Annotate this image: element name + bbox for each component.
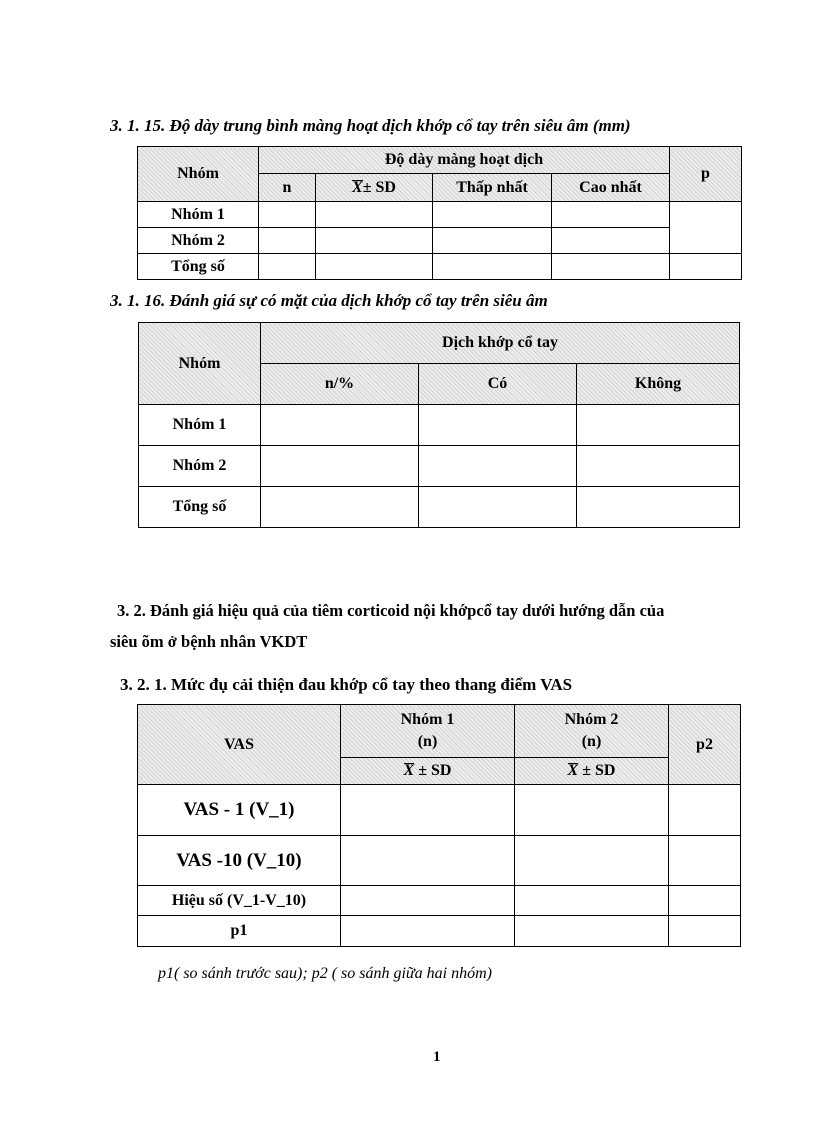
table-row [138, 836, 741, 886]
cell [552, 254, 670, 280]
col-header-thickness: Độ dày màng hoạt dịch [259, 147, 670, 174]
cell [669, 916, 741, 947]
xbar-symbol: X [567, 762, 579, 779]
row-label: Nhóm 1 [138, 202, 259, 228]
cell [515, 836, 669, 886]
heading-3-2-line1: 3. 2. Đánh giá hiệu quả của tiêm corticoid nội khớpcổ tay dưới hướng dẫn của [117, 601, 665, 620]
group2-n: (n) [581, 733, 602, 750]
col-header-vas: VAS [138, 705, 341, 785]
cell [259, 202, 316, 228]
group2-label: Nhóm 2 [564, 711, 619, 728]
cell [577, 446, 740, 487]
cell [669, 836, 741, 886]
col-header-group1 [341, 705, 515, 758]
cell [259, 254, 316, 280]
table-3-2-1 [137, 704, 741, 947]
col-header-yes: Có [419, 364, 577, 405]
col-header-fluid: Dịch khớp cổ tay [261, 323, 740, 364]
row-label: VAS - 1 (V_1) [138, 785, 341, 836]
table-3-1-16 [138, 322, 740, 528]
cell [515, 886, 669, 916]
col-header-group: Nhóm [138, 147, 259, 202]
col-header-mean-sd [316, 174, 433, 202]
row-label: VAS -10 (V_10) [138, 836, 341, 886]
cell [341, 886, 515, 916]
col-header-p: p [670, 147, 742, 202]
cell [669, 886, 741, 916]
cell [419, 487, 577, 528]
row-label: Hiệu số (V_1-V_10) [138, 886, 341, 916]
table-note: p1( so sánh trước sau); p2 ( so sánh giữa hai nhóm) [158, 965, 492, 982]
heading-3-2-line2: siêu õm ở bệnh nhân VKDT [110, 632, 308, 651]
cell [433, 254, 552, 280]
group1-label: Nhóm 1 [400, 711, 455, 728]
cell [577, 405, 740, 446]
heading-3-1-16: 3. 1. 16. Đánh giá sự có mặt của dịch khớp cổ tay trên siêu âm [110, 291, 548, 310]
cell [261, 487, 419, 528]
table-row [139, 446, 740, 487]
cell [316, 228, 433, 254]
table-row [138, 916, 741, 947]
cell [552, 228, 670, 254]
col-header-no: Không [577, 364, 740, 405]
col-header-group2 [515, 705, 669, 758]
cell [341, 836, 515, 886]
col-header-n: n [259, 174, 316, 202]
cell [670, 254, 742, 280]
xbar-symbol: X [352, 178, 363, 196]
sd-label: ± SD [582, 762, 616, 779]
cell [419, 446, 577, 487]
table-row [138, 254, 742, 280]
cell [433, 202, 552, 228]
cell [515, 916, 669, 947]
col-header-max: Cao nhất [552, 174, 670, 202]
cell [577, 487, 740, 528]
heading-3-2-1: 3. 2. 1. Mức đụ cải thiện đau khớp cổ tay theo thang điểm VAS [120, 675, 573, 694]
table-row [139, 487, 740, 528]
page-number: 1 [433, 1049, 441, 1065]
sd-label: ± SD [418, 762, 452, 779]
row-label: p1 [138, 916, 341, 947]
col-header-p2: p2 [669, 705, 741, 785]
xbar-symbol: X [403, 762, 415, 779]
col-header-min: Thấp nhất [433, 174, 552, 202]
col-header-group: Nhóm [139, 323, 261, 405]
cell [341, 916, 515, 947]
cell-p [670, 202, 742, 254]
table-row [138, 886, 741, 916]
row-label: Nhóm 2 [139, 446, 261, 487]
cell [515, 785, 669, 836]
table-row [138, 202, 742, 228]
row-label: Tổng số [138, 254, 259, 280]
group1-n: (n) [417, 733, 438, 750]
cell [669, 785, 741, 836]
row-label: Tổng số [139, 487, 261, 528]
cell [419, 405, 577, 446]
cell [261, 446, 419, 487]
table-3-1-15 [137, 146, 742, 280]
col-header-n-percent: n/% [261, 364, 419, 405]
cell [259, 228, 316, 254]
cell [433, 228, 552, 254]
table-row [138, 785, 741, 836]
cell [261, 405, 419, 446]
table-row [139, 405, 740, 446]
col-header-group1-mean-sd [341, 758, 515, 785]
sd-label: ± SD [362, 178, 396, 196]
row-label: Nhóm 2 [138, 228, 259, 254]
col-header-group2-mean-sd [515, 758, 669, 785]
heading-3-1-15: 3. 1. 15. Độ dày trung bình màng hoạt dịch khớp cổ tay trên siêu âm (mm) [110, 116, 631, 135]
row-label: Nhóm 1 [139, 405, 261, 446]
cell [316, 202, 433, 228]
cell [341, 785, 515, 836]
cell [552, 202, 670, 228]
cell [316, 254, 433, 280]
table-row [138, 228, 742, 254]
